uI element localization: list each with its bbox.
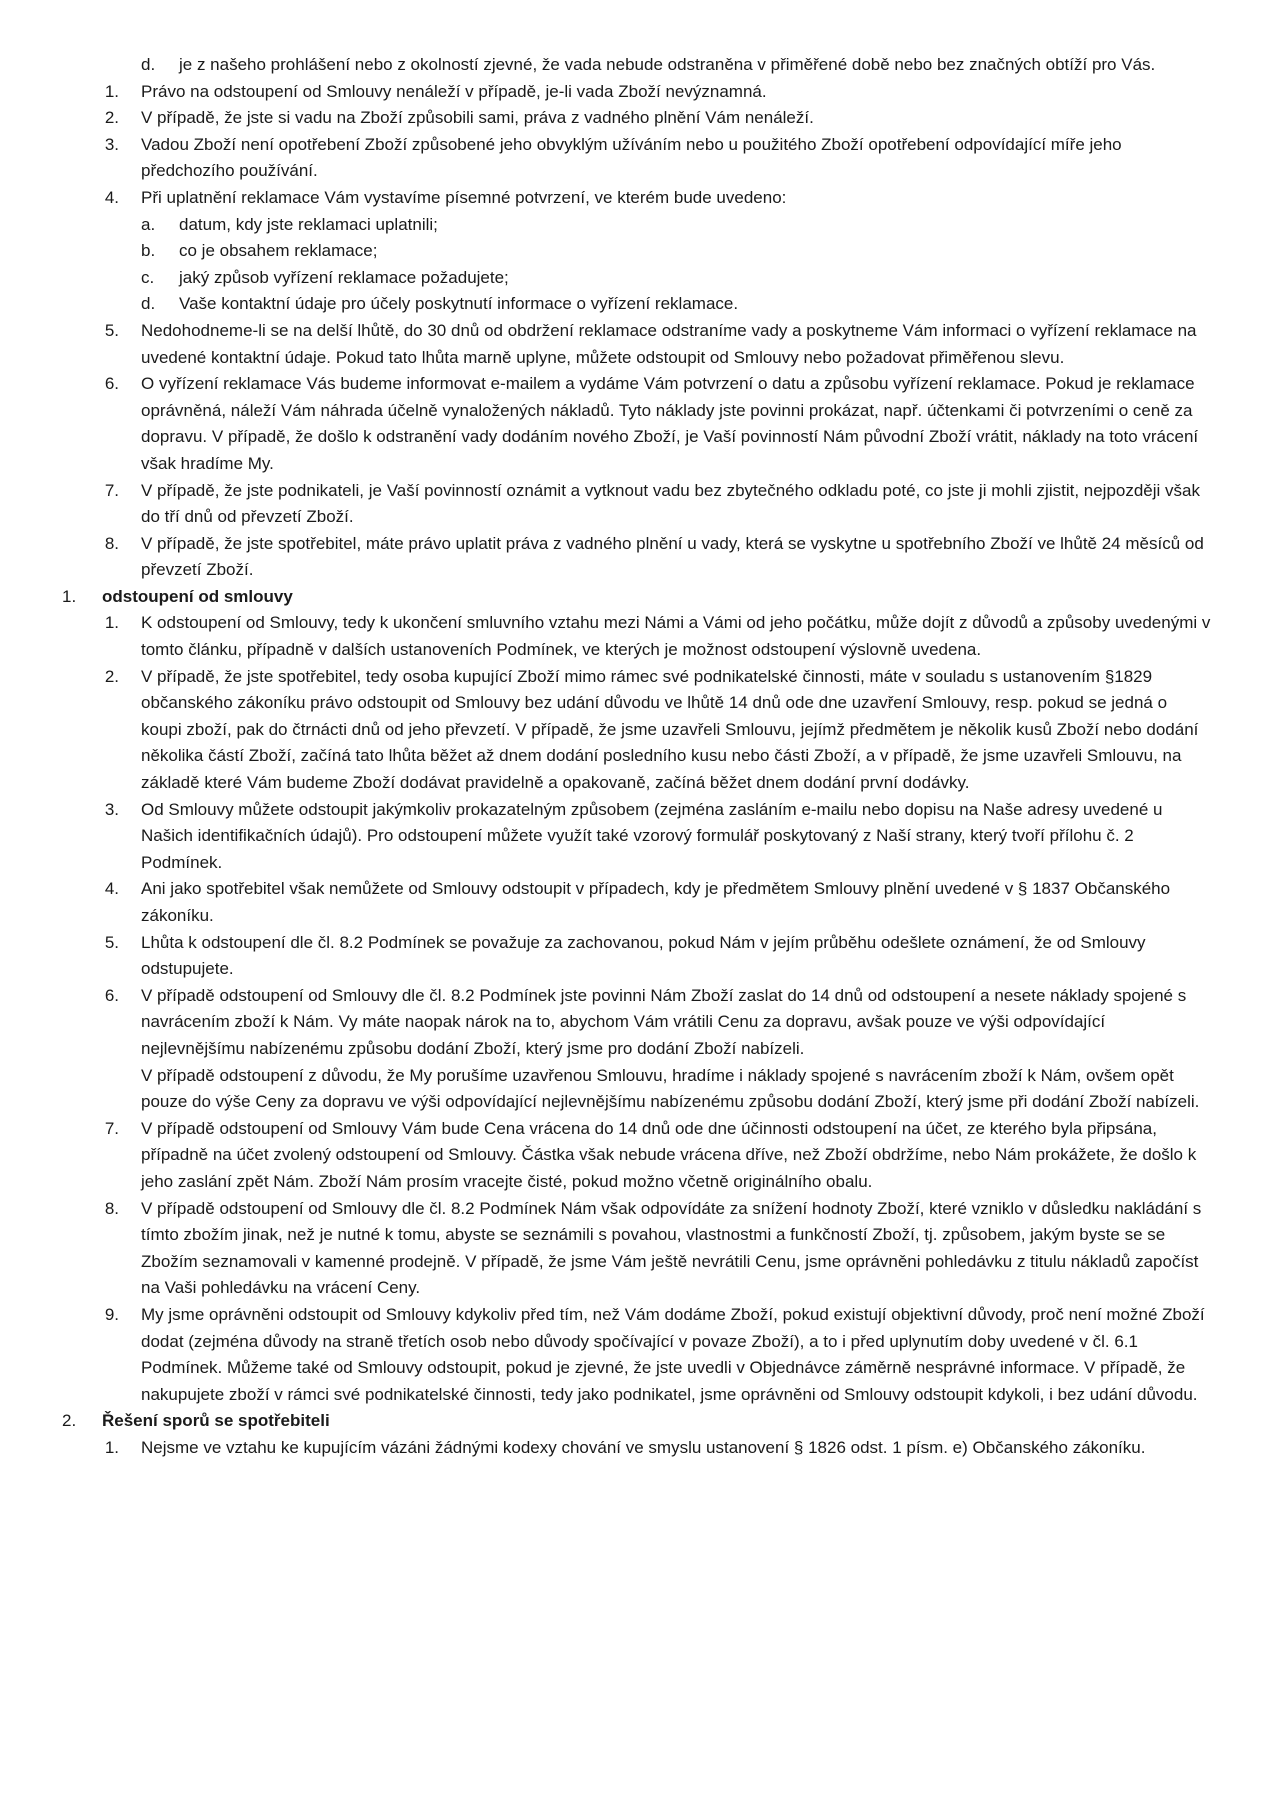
list-number: 4.: [104, 187, 119, 207]
list-item: [0, 610, 1272, 663]
item-text: My jsme oprávněni odstoupit od Smlouvy kdykoliv před tím, než Vám dodáme Zboží, pokud existují objektivní důvody, proč není možné Zboží dodat (zejména důvody na straně třetích osob nebo důvody spočívající v povaze Zboží), a to i před uplynutím doby uvedené v čl. 6.1 Podmínek. Můžeme také od Smlouvy odstoupit, pokud je zjevné, že jste uvedli v Objednávce záměrně nesprávné informace. V případě, že nakupujete zboží v rámci své podnikatelské činnosti, tedy jako podnikatel, jsme oprávněni od Smlouvy odstoupit kdykoli, i bez udání důvodu.: [141, 1304, 1205, 1404]
item-text: V případě, že jste si vadu na Zboží způsobili sami, práva z vadného plnění Vám nenáleží.: [141, 108, 814, 128]
list-item: [0, 478, 1272, 531]
list-number: 3.: [104, 134, 119, 154]
list-item: [0, 930, 1272, 983]
item-text: Vaše kontaktní údaje pro účely poskytnutí informace o vyřízení reklamace.: [179, 294, 739, 314]
item-text: datum, kdy jste reklamaci uplatnili;: [179, 214, 438, 234]
list-item: [0, 983, 1272, 1063]
item-text: Nedohodneme-li se na delší lhůtě, do 30 dnů od obdržení reklamace odstraníme vady a poskytneme Vám informaci o vyřízení reklamace na uvedené kontaktní údaje. Pokud tato lhůta marně uplyne, můžete odstoupit od Smlouvy nebo požadovat přiměřenou slevu.: [141, 320, 1197, 367]
item-text: Právo na odstoupení od Smlouvy nenáleží v případě, je-li vada Zboží nevýznamná.: [141, 81, 767, 101]
list-number: 6.: [104, 374, 119, 394]
list-number: 9.: [104, 1304, 119, 1324]
list-number: 8.: [104, 1198, 119, 1218]
item-text: jaký způsob vyřízení reklamace požadujete;: [179, 267, 509, 287]
list-item: [0, 1196, 1272, 1302]
list-item: [0, 531, 1272, 584]
list-item: [0, 371, 1272, 477]
list-item: [0, 185, 1272, 212]
item-text: co je obsahem reklamace;: [179, 241, 378, 261]
list-number: 1.: [104, 81, 119, 101]
list-item: [0, 132, 1272, 185]
list-item: [0, 79, 1272, 106]
list-number: 1.: [104, 1437, 119, 1457]
list-number: 8.: [104, 533, 119, 553]
list-item: [0, 318, 1272, 371]
item-text: Vadou Zboží není opotřebení Zboží způsobené jeho obvyklým užíváním nebo u použitého Zboží opotřebení odpovídající míře jeho předchozího používání.: [141, 134, 1122, 181]
list-item: [0, 797, 1272, 877]
paragraph-continuation: [0, 1063, 1272, 1116]
list-number: b.: [141, 241, 156, 261]
section-heading: [0, 584, 1272, 611]
item-text: K odstoupení od Smlouvy, tedy k ukončení smluvního vztahu mezi Námi a Vámi od jeho počátku, může dojít z důvodů a způsoby uvedenými v tomto článku, případně v dalších ustanoveních Podmínek, ve kterých je možnost odstoupení výslovně uvedena.: [141, 613, 1211, 660]
list-number: 1.: [104, 613, 119, 633]
item-text: V případě, že jste podnikateli, je Vaší povinností oznámit a vytknout vadu bez zbytečného odkladu poté, co jste ji mohli zjistit, nejpozději však do tří dnů od převzetí Zboží.: [141, 480, 1200, 527]
list-item: [0, 664, 1272, 797]
list-number: 1.: [62, 586, 77, 606]
list-number: 7.: [104, 1118, 119, 1138]
list-item: [0, 876, 1272, 929]
sub-list-item: [0, 265, 1272, 292]
list-number: d.: [141, 294, 156, 314]
list-number: 5.: [104, 932, 119, 952]
list-number: 2.: [104, 108, 119, 128]
list-number: 7.: [104, 480, 119, 500]
item-text: Od Smlouvy můžete odstoupit jakýmkoliv prokazatelným způsobem (zejména zasláním e-mailu nebo dopisu na Naše adresy uvedené u Našich identifikačních údajů). Pro odstoupení můžete využít také vzorový formulář poskytovaný z Naší strany, který tvoří přílohu č. 2 Podmínek.: [141, 799, 1163, 872]
item-text: O vyřízení reklamace Vás budeme informovat e-mailem a vydáme Vám potvrzení o datu a způsobu vyřízení reklamace. Pokud je reklamace oprávněná, náleží Vám náhrada účelně vynaložených nákladů. Tyto náklady jste povinni prokázat, např. účtenkami či potvrzeními o ceně za dopravu. V případě, že došlo k odstranění vady dodáním nového Zboží, je Vaší povinností Nám původní Zboží vrátit, náklady na toto vrácení však hradíme My.: [141, 374, 1199, 473]
section-title: odstoupení od smlouvy: [102, 586, 293, 606]
sub-list-item: [0, 238, 1272, 265]
sub-list-item: [0, 212, 1272, 239]
list-item: [0, 1435, 1272, 1462]
sub-list-item: [0, 291, 1272, 318]
list-item: [0, 1302, 1272, 1408]
item-text: Nejsme ve vztahu ke kupujícím vázáni žádnými kodexy chování ve smyslu ustanovení § 1826 odst. 1 písm. e) Občanského zákoníku.: [141, 1437, 1146, 1457]
list-number: 6.: [104, 985, 119, 1005]
list-item: [0, 1116, 1272, 1196]
item-text: V případě, že jste spotřebitel, tedy osoba kupující Zboží mimo rámec své podnikatelské činnosti, máte v souladu s ustanovením §1829 občanského zákoníku právo odstoupit od Smlouvy bez udání důvodu ve lhůtě 14 dnů ode dne uzavření Smlouvy, resp. pokud se jedná o koupi zboží, pak do čtrnácti dnů od jeho převzetí. V případě, že jsme uzavřeli Smlouvu, jejímž předmětem je několik kusů Zboží nebo dodání několika částí Zboží, začíná tato lhůta běžet až dnem dodání posledního kusu nebo části Zboží, a v případě, že jsme uzavřeli Smlouvu, na základě které Vám budeme Zboží dodávat pravidelně a opakovaně, začíná běžet dnem dodání první dodávky.: [141, 666, 1199, 793]
sub-list-item: [0, 52, 1272, 79]
item-text: V případě odstoupení od Smlouvy dle čl. 8.2 Podmínek jste povinni Nám Zboží zaslat do 14 dnů od odstoupení a nesete náklady spojené s navrácením zboží k Nám. Vy máte naopak nárok na to, abychom Vám vrátili Cenu za dopravu, avšak pouze ve výši odpovídající nejlevnějšímu nabízenému způsobu dodání Zboží, který jsme pro dodání Zboží nabízeli.: [141, 985, 1187, 1058]
item-text: V případě odstoupení od Smlouvy Vám bude Cena vrácena do 14 dnů ode dne účinnosti odstoupení na účet, ze kterého byla připsána, případně na účet zvolený odstoupení od Smlouvy. Částka však nebude vrácena dříve, než Zboží obdržíme, nebo Nám prokážete, že došlo k jeho zaslání zpět Nám. Zboží Nám prosím vracejte čisté, pokud možno včetně originálního obalu.: [141, 1118, 1197, 1191]
item-text: V případě, že jste spotřebitel, máte právo uplatit práva z vadného plnění u vady, která se vyskytne u spotřebního Zboží ve lhůtě 24 měsíců od převzetí Zboží.: [141, 533, 1204, 580]
item-text: V případě odstoupení od Smlouvy dle čl. 8.2 Podmínek Nám však odpovídáte za snížení hodnoty Zboží, které vzniklo v důsledku nakládání s tímto zbožím jinak, než je nutné k tomu, abyste se seznámili s povahou, vlastnostmi a funkčností Zboží, tj. způsobem, jakým byste se se Zbožím seznamovali v kamenné prodejně. V případě, že jsme Vám ještě nevrátili Cenu, jsme oprávněni pohledávku z titulu nákladů započíst na Vaši pohledávku na vrácení Ceny.: [141, 1198, 1202, 1298]
list-number: 4.: [104, 879, 119, 899]
item-text: je z našeho prohlášení nebo z okolností zjevné, že vada nebude odstraněna v přiměřené době nebo bez značných obtíží pro Vás.: [179, 55, 1156, 74]
list-number: 2.: [62, 1411, 77, 1431]
list-number: a.: [141, 214, 156, 234]
list-number: 5.: [104, 320, 119, 340]
list-number: d.: [141, 55, 156, 74]
item-text: Při uplatnění reklamace Vám vystavíme písemné potvrzení, ve kterém bude uvedeno:: [141, 187, 787, 207]
item-text: Ani jako spotřebitel však nemůžete od Smlouvy odstoupit v případech, kdy je předmětem Smlouvy plnění uvedené v § 1837 Občanského zákoníku.: [141, 879, 1171, 925]
section-heading: [0, 1408, 1272, 1435]
section-title: Řešení sporů se spotřebiteli: [102, 1411, 330, 1431]
list-number: 2.: [104, 666, 119, 686]
list-item: [0, 105, 1272, 132]
list-number: 3.: [104, 799, 119, 819]
item-text: Lhůta k odstoupení dle čl. 8.2 Podmínek se považuje za zachovanou, pokud Nám v jejím průběhu odešlete oznámení, že od Smlouvy odstupujete.: [141, 932, 1146, 979]
item-text: V případě odstoupení z důvodu, že My porušíme uzavřenou Smlouvu, hradíme i náklady spojené s navrácením zboží k Nám, ovšem opět pouze do výše Ceny za dopravu ve výši odpovídající nejlevnějšímu nabízenému způsobu dodání Zboží, který jsme při dodání Zboží nabízeli.: [141, 1065, 1200, 1112]
list-number: c.: [141, 267, 155, 287]
